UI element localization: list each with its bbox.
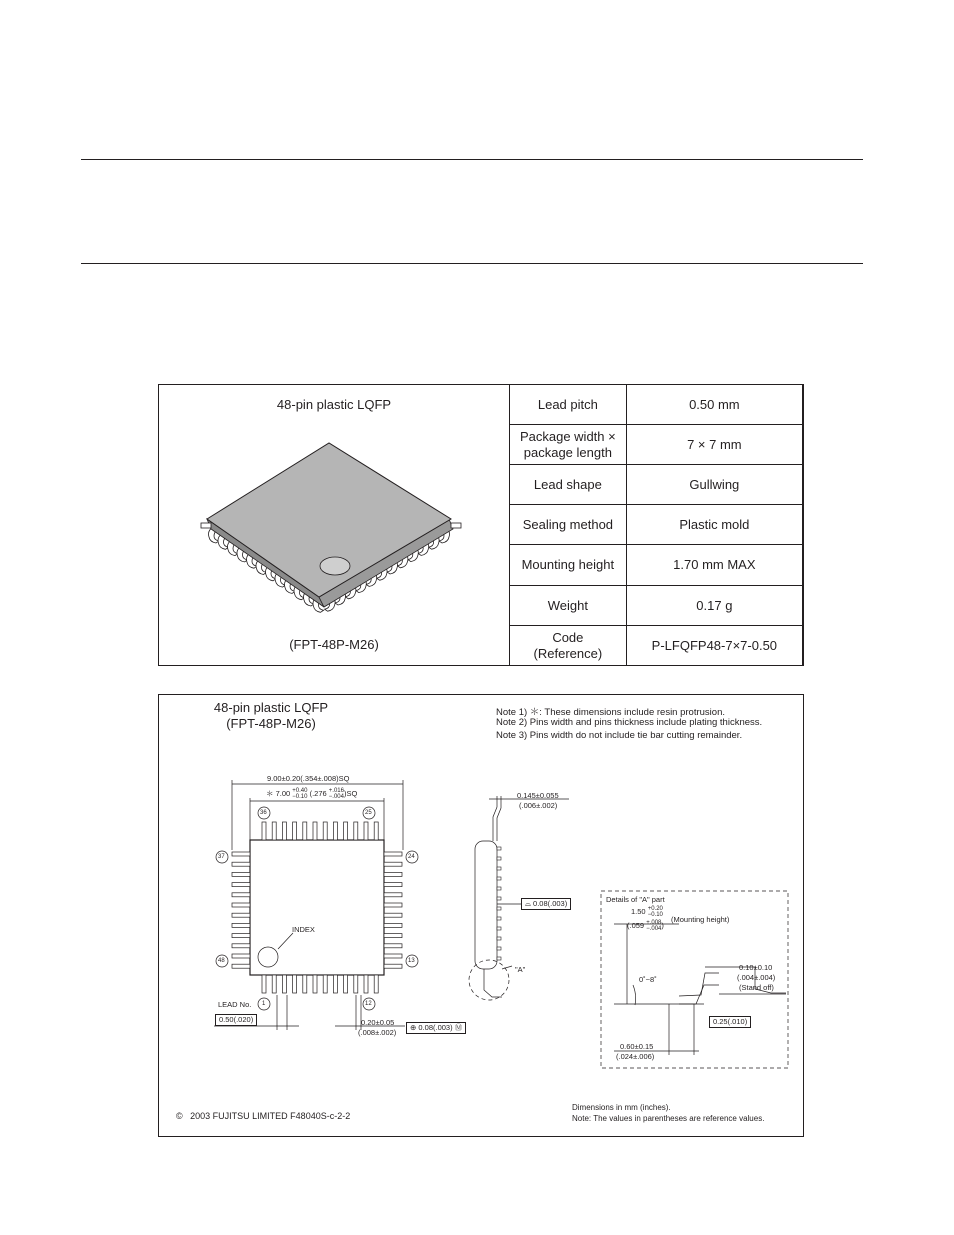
spec-label: Weight (510, 586, 627, 626)
standoff-in: (.004±.004) (737, 973, 776, 982)
header-rule-top (81, 159, 863, 160)
detail-a-lead-foot (679, 985, 719, 1004)
pin-12-label: 12 (365, 1001, 372, 1007)
pin-left (232, 852, 250, 856)
position-tolerance-frame (406, 1022, 466, 1034)
drawing-note-1: Note 1) ＊: These dimensions include resin protrusion. (496, 707, 725, 718)
drawing-note-2: Note 2) Pins width and pins thickness include plating thickness. (496, 717, 763, 728)
pin-left (232, 862, 250, 866)
copyright-symbol: © (176, 1111, 183, 1121)
pin-bottom (364, 975, 368, 993)
mmc-icon: Ⓜ (454, 1023, 463, 1032)
spec-row-lead-shape (510, 465, 803, 505)
pin-right (384, 954, 402, 958)
spec-value: 0.17 g (626, 586, 802, 626)
side-view-pin (497, 847, 501, 850)
spec-value: Plastic mold (626, 505, 802, 545)
spec-row-sealing-method (510, 505, 803, 545)
pin-left (232, 883, 250, 887)
flatness-tolerance (521, 898, 571, 910)
package-index-dimple (320, 557, 350, 575)
spec-label: Mounting height (510, 545, 627, 586)
side-view-pin (497, 957, 501, 960)
pin-left (232, 893, 250, 897)
pins-top (262, 822, 378, 840)
pin-36-label: 36 (260, 810, 267, 816)
spec-label-line: package length (523, 444, 612, 460)
detail-a-angle-arc (633, 985, 636, 1005)
pin-top (374, 822, 378, 840)
package-overview-box (158, 384, 804, 666)
package-title: 48-pin plastic LQFP (276, 397, 392, 412)
pin-bottom (293, 975, 297, 993)
spec-label (510, 425, 627, 465)
dim-inner-in-main: .276 (312, 789, 327, 798)
foot-mm: 0.60±0.15 (620, 1042, 654, 1051)
index-mark (258, 947, 278, 967)
detail-a-lead-profile-2 (679, 973, 719, 996)
spec-label: Lead shape (510, 465, 627, 505)
side-view-pin (497, 877, 501, 880)
pin-right (384, 964, 402, 968)
side-view-lead-top (497, 796, 501, 841)
pin-left (232, 923, 250, 927)
foot-in: (.024±.006) (616, 1052, 655, 1061)
pin-left (232, 944, 250, 948)
pin-left (232, 872, 250, 876)
pin-top (354, 822, 358, 840)
side-view-pin (497, 947, 501, 950)
package-corner-tab-left (201, 523, 211, 528)
spec-row-mounting-height (510, 545, 803, 586)
side-view-pin (497, 927, 501, 930)
thickness-in: (.006±.002) (519, 801, 558, 810)
pins-bottom (262, 975, 378, 993)
header-rule-bottom (81, 263, 863, 264)
package-body-outline (250, 840, 384, 975)
height-dim (631, 906, 663, 918)
standoff-mm: 0.10±0.10 (739, 963, 773, 972)
pin-right (384, 913, 402, 917)
flatness-tolerance-frame (521, 898, 571, 910)
dim-inner-star: ＊ (266, 789, 274, 798)
pin-left (232, 934, 250, 938)
spec-label (510, 626, 627, 666)
pin-bottom (282, 975, 286, 993)
height-label: (Mounting height) (671, 915, 730, 924)
pins-left (232, 852, 250, 968)
pin-bottom (272, 975, 276, 993)
flatness-icon: ⌓ (525, 899, 531, 908)
angle-label: 0˚~8˚ (639, 975, 657, 984)
dim-inner-in-down: −.004 (328, 794, 344, 801)
dimension-drawing-box (158, 694, 804, 1137)
pin-top (364, 822, 368, 840)
pin-top (303, 822, 307, 840)
pin-right (384, 852, 402, 856)
spec-row-weight (510, 586, 803, 626)
pin-right (384, 944, 402, 948)
height-mm: 1.50 (631, 906, 646, 916)
pitch-box-value: 0.50(.020) (215, 1014, 257, 1026)
pin-1-label: 1 (262, 1001, 266, 1007)
pin-48-label: 48 (218, 958, 225, 964)
side-view-pin (497, 867, 501, 870)
side-view-pin (497, 897, 501, 900)
drawing-title-line1: 48-pin plastic LQFP (213, 700, 329, 715)
pin-13-label: 13 (408, 958, 415, 964)
pin-left (232, 913, 250, 917)
pin-37-label: 37 (218, 854, 225, 860)
side-view-pin (497, 937, 501, 940)
package-code-label: (FPT-48P-M26) (289, 637, 379, 652)
pin-right (384, 872, 402, 876)
pin-bottom (354, 975, 358, 993)
pin-top (272, 822, 276, 840)
side-view-pin (497, 887, 501, 890)
spec-label: Sealing method (510, 505, 627, 545)
dim-inner-label: ＊ 7.00 +0.40 −0.10 (.276 +.016 −.004 )SQ (266, 788, 358, 801)
height-in-up: +.008 (646, 920, 662, 926)
index-label: INDEX (292, 925, 315, 934)
pin-bottom (323, 975, 327, 993)
pin-bottom (344, 975, 348, 993)
package-spec-table (509, 384, 803, 666)
detail-a-ref: "A" (515, 965, 526, 974)
side-view-pin (497, 917, 501, 920)
position-tolerance (406, 1022, 466, 1034)
pin-top (344, 822, 348, 840)
drawing-note-3: Note 3) Pins width do not include tie bar cutting remainder. (496, 730, 743, 741)
pin-left (232, 964, 250, 968)
copyright (176, 1111, 350, 1121)
pin-25-label: 25 (365, 810, 372, 816)
pin-bottom (313, 975, 317, 993)
gauge-box-value: 0.25(.010) (709, 1016, 751, 1028)
pin-top (313, 822, 317, 840)
height-mm-up: +0.20 (647, 906, 663, 912)
pin-24-label: 24 (408, 854, 415, 860)
spec-value: 7 × 7 mm (626, 425, 802, 465)
pin-right (384, 862, 402, 866)
spec-row-code (510, 626, 803, 666)
side-view-lead-bottom (484, 969, 502, 997)
dim-inner-suffix: SQ (346, 789, 358, 798)
spec-label: Lead pitch (510, 385, 627, 425)
package-corner-tab-right (451, 523, 461, 528)
position-icon: ⊕ (410, 1023, 417, 1032)
spec-value: Gullwing (626, 465, 802, 505)
pin-bottom (374, 975, 378, 993)
package-illustration (159, 415, 509, 655)
pin-right (384, 893, 402, 897)
spec-row-lead-pitch (510, 385, 803, 425)
pins-right (384, 852, 402, 968)
pin-top (293, 822, 297, 840)
details-a-title: Details of "A" part (606, 895, 665, 904)
drawing-title-line2: (FPT-48P-M26) (226, 716, 316, 731)
pin-width-mm: 0.20±0.05 (361, 1018, 395, 1027)
pin-right (384, 883, 402, 887)
pin-top (333, 822, 337, 840)
spec-label-line: Code (552, 629, 584, 645)
spec-value: 0.50 mm (626, 385, 802, 425)
lead-no-label: LEAD No. (218, 1000, 252, 1009)
pin-width-in: (.008±.002) (358, 1028, 397, 1037)
position-tolerance-value: 0.08(.003) (418, 1023, 453, 1032)
pin-left (232, 903, 250, 907)
spec-value: 1.70 mm MAX (626, 545, 802, 586)
side-view-pin (497, 857, 501, 860)
dim-inner-in-up: +.016 (328, 788, 344, 795)
spec-value: P-LFQFP48-7×7-0.50 (626, 626, 802, 666)
standoff-label: (Stand off) (739, 983, 774, 992)
height-in: .059 (629, 920, 645, 930)
pin-bottom (333, 975, 337, 993)
dimension-note-1: Dimensions in mm (inches). (572, 1103, 671, 1112)
height-mm-down: −0.10 (647, 912, 663, 918)
pin-left (232, 954, 250, 958)
spec-label-line: Package width × (519, 428, 616, 444)
flatness-tolerance-value: 0.08(.003) (533, 899, 568, 908)
detail-a-leader (502, 966, 512, 969)
pin-top (323, 822, 327, 840)
copyright-text: 2003 FUJITSU LIMITED F48040S-c-2-2 (190, 1111, 351, 1121)
side-view-pin (497, 907, 501, 910)
side-view-lead-top-inner (493, 796, 497, 841)
gauge-box (709, 1016, 751, 1028)
height-dim-inch: (.059 +.008 −.004 ) (627, 920, 664, 932)
pin-top (282, 822, 286, 840)
dimension-note-2: Note: The values in parentheses are reference values. (572, 1114, 765, 1123)
side-view-body (475, 841, 497, 969)
pin-right (384, 934, 402, 938)
spec-label-line: (Reference) (533, 645, 603, 661)
pin-right (384, 923, 402, 927)
dim-inner-tol-down: −0.10 (292, 794, 308, 801)
dim-inner-tol-up: +0.40 (292, 788, 308, 795)
pin-bottom (262, 975, 266, 993)
pin-bottom (303, 975, 307, 993)
thickness-mm: 0.145±0.055 (517, 791, 559, 800)
index-leader (278, 933, 293, 949)
dim-inner-main: 7.00 (275, 789, 291, 798)
height-in-down: −.004 (646, 926, 662, 932)
spec-row-package-size (510, 425, 803, 465)
pitch-box (215, 1014, 257, 1026)
dim-outer-label: 9.00±0.20(.354±.008)SQ (267, 774, 350, 783)
pin-right (384, 903, 402, 907)
pin-top (262, 822, 266, 840)
